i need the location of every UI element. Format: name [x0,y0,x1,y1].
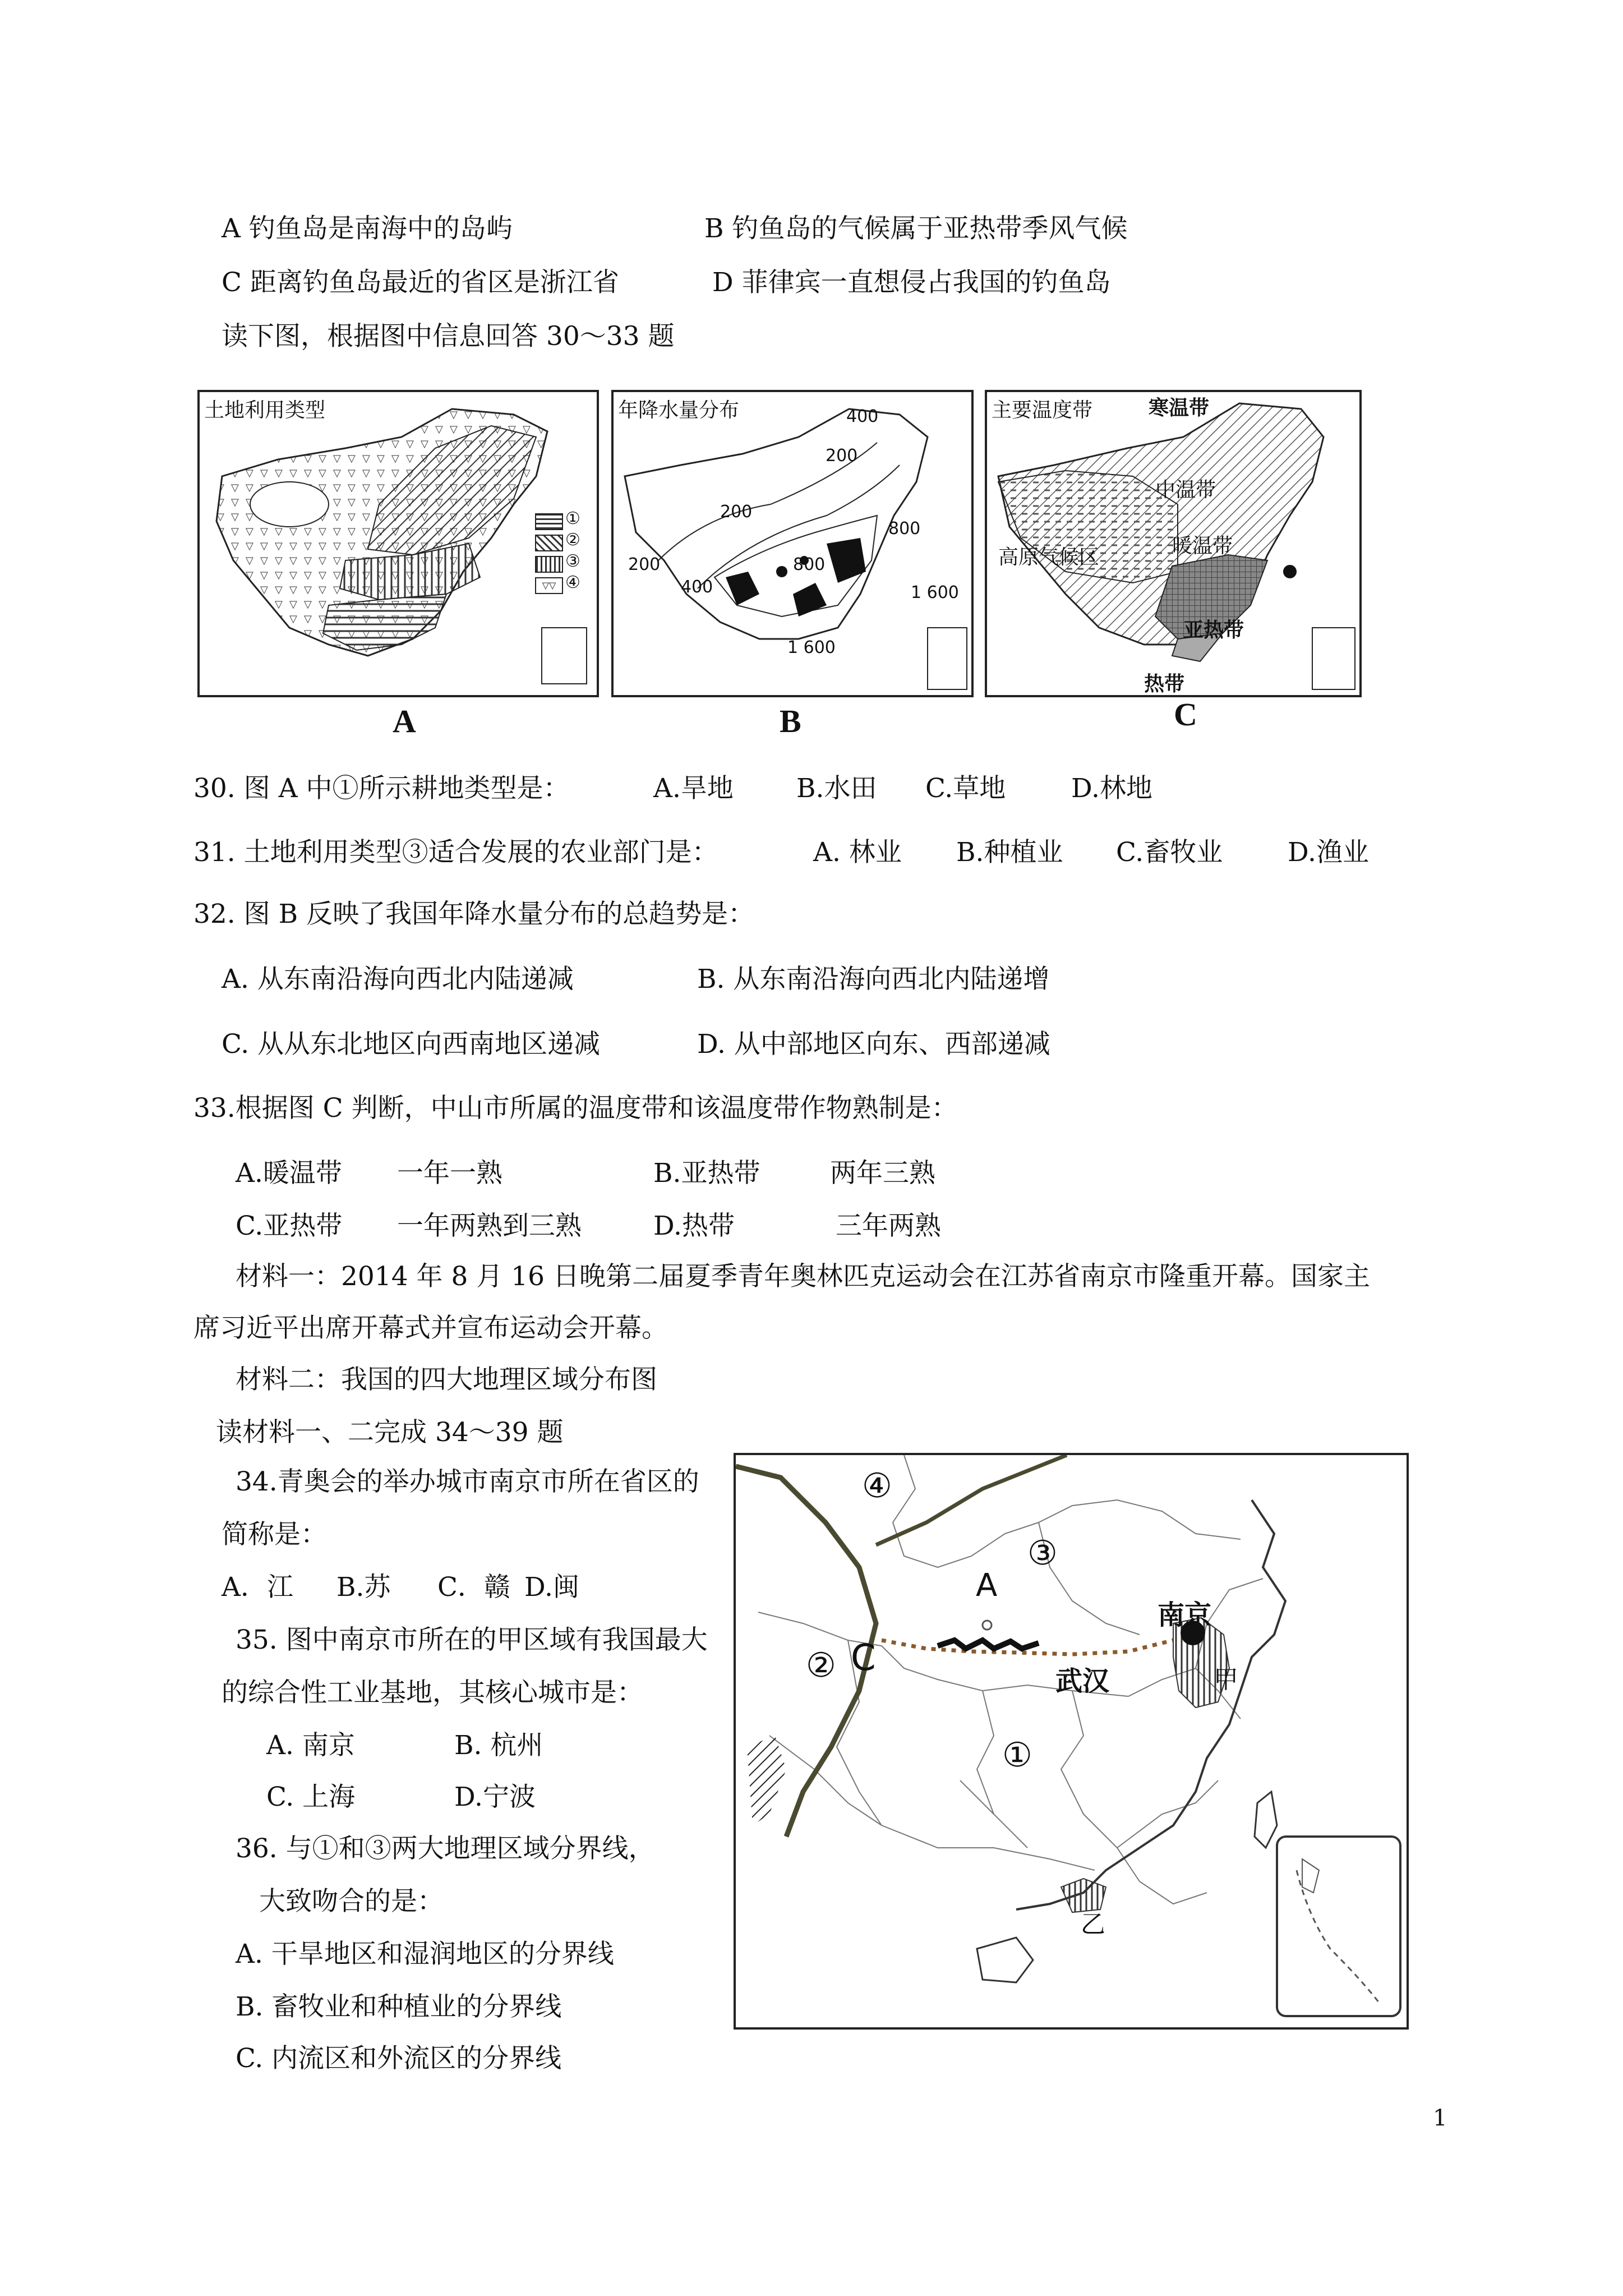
isoline-label-800-east: 800 [888,519,921,539]
q30-option-b: B.水田 [796,773,877,804]
intro-30-33: 读下图，根据图中信息回答 30～33 题 [222,321,675,352]
q31-option-d: D.渔业 [1288,837,1369,868]
q33-stem: 33.根据图 C 判断，中山市所属的温度带和该温度带作物熟制是： [193,1093,958,1124]
legend-label-3: ③ [565,551,580,571]
q35-stem-line-2: 的综合性工业基地，其核心城市是： [222,1677,643,1708]
q36-option-b: B. 畜牧业和种植业的分界线 [236,1991,562,2022]
figure-letter-c: C [1174,696,1197,733]
region-1-label: ① [1002,1736,1032,1775]
q34-stem-line-1: 34.青奥会的举办城市南京市所在省区的 [236,1466,699,1497]
q30-option-c: C.草地 [925,773,1006,804]
q33-option-a-crop: 一年一熟 [397,1158,502,1189]
q31-option-b: B.种植业 [956,837,1063,868]
q31-stem: 31. 土地利用类型③适合发展的农业部门是： [193,837,718,868]
q29-option-c: C 距离钓鱼岛最近的省区是浙江省 [222,267,619,298]
q32-option-b: B. 从东南沿海向西北内陆递增 [697,964,1050,995]
q36-option-a: A. 干旱地区和湿润地区的分界线 [236,1939,614,1970]
q29-option-b: B 钓鱼岛的气候属于亚热带季风气候 [704,213,1128,244]
q34-option-c: C．赣 [437,1572,510,1603]
land-use-map-panel [197,390,599,697]
map-label-c: C [851,1637,876,1679]
isoline-label-400-west: 400 [681,577,713,597]
material-one-line-1: 材料一：2014 年 8 月 16 日晚第二届夏季青年奥林匹克运动会在江苏省南京市隆重开幕。国家主 [236,1261,1371,1292]
q34-stem-line-2: 简称是： [222,1519,327,1550]
isoline-label-200-central: 200 [720,502,753,522]
q30-option-d: D.林地 [1071,773,1152,804]
zone-label-warm-temperate: 暖温带 [1172,535,1233,558]
q32-option-d: D. 从中部地区向东、西部递减 [697,1029,1050,1060]
q34-option-a: A．江 [222,1572,293,1603]
land-use-map-title: 土地利用类型 [204,399,326,422]
isoline-label-800-central: 800 [793,555,826,574]
q36-stem-line-2: 大致吻合的是： [259,1886,444,1917]
q36-stem-line-1: 36. 与①和③两大地理区域分界线， [236,1833,655,1864]
map-label-nanjing: 南京 [1158,1599,1212,1631]
q30-stem: 30. 图 A 中①所示耕地类型是： [193,773,570,804]
q30-option-a: A.旱地 [653,773,734,804]
q35-stem-line-1: 35. 图中南京市所在的甲区域有我国最大 [236,1625,708,1655]
temperature-zone-map-panel [985,390,1362,697]
region-4-label: ④ [862,1466,892,1506]
map-label-a: A [976,1567,998,1604]
q33-option-b-crop: 两年三熟 [830,1158,935,1189]
figure-letter-a: A [393,703,416,739]
q29-option-a: A 钓鱼岛是南海中的岛屿 [222,213,513,244]
q36-option-c: C. 内流区和外流区的分界线 [236,2043,562,2074]
q31-option-a: A. 林业 [813,837,902,868]
zone-label-subtropical: 亚热带 [1183,619,1244,642]
zone-label-tropical: 热带 [1144,673,1185,696]
region-3-label: ③ [1027,1534,1058,1573]
legend-label-2: ② [565,530,580,550]
zone-label-middle-temperate: 中温带 [1155,478,1216,501]
q33-option-d-zone: D.热带 [653,1211,735,1241]
material-one-line-2: 席习近平出席开幕式并宣布运动会开幕。 [193,1313,668,1343]
figure-letter-b: B [780,703,801,739]
q29-option-d: D 菲律宾一直想侵占我国的钓鱼岛 [712,267,1111,298]
page-number: 1 [1433,2105,1447,2131]
regions-map [734,1453,1409,2030]
q33-option-b-zone: B.亚热带 [653,1158,760,1189]
q32-stem: 32. 图 B 反映了我国年降水量分布的总趋势是： [193,899,755,930]
isoline-label-200-west: 200 [628,555,661,574]
q33-option-a-zone: A.暖温带 [236,1158,342,1189]
q33-option-c-zone: C.亚热带 [236,1211,343,1241]
q34-option-b: B.苏 [336,1572,391,1603]
region-2-label: ② [806,1646,836,1685]
legend-label-4: ④ [565,573,580,592]
land-use-legend: ① ② ③ ▽▽ ④ [535,510,591,595]
precipitation-map-panel [611,390,974,697]
intro-34-39: 读材料一、二完成 34～39 题 [216,1417,564,1448]
q31-option-c: C.畜牧业 [1116,837,1223,868]
material-two: 材料二：我国的四大地理区域分布图 [236,1364,657,1395]
q35-option-b: B. 杭州 [454,1730,543,1761]
isoline-label-1600-east: 1 600 [911,583,959,602]
isoline-label-1600-south: 1 600 [787,638,836,657]
legend-label-1: ① [565,509,580,528]
precipitation-map-title: 年降水量分布 [618,399,740,422]
map-label-jia: 甲 [1214,1665,1238,1694]
q33-option-d-crop: 三年两熟 [836,1211,941,1241]
q32-option-c: C. 从从东北地区向西南地区递减 [222,1029,601,1060]
q35-option-a: A. 南京 [266,1730,355,1761]
q32-option-a: A. 从东南沿海向西北内陆递减 [222,964,574,995]
temperature-zone-map-title: 主要温度带 [992,399,1093,422]
q33-option-c-crop: 一年两熟到三熟 [397,1211,582,1241]
isoline-label-200-north: 200 [826,446,858,466]
q35-option-d: D.宁波 [454,1782,536,1812]
zone-label-plateau: 高原气候区 [998,546,1100,569]
zone-label-cold-temperate: 寒温带 [1149,397,1210,420]
q34-option-d: D.闽 [524,1572,579,1603]
q35-option-c: C. 上海 [266,1782,356,1812]
isoline-label-400-ne: 400 [846,407,879,426]
regions-map-graphic [736,1455,1407,2027]
map-label-yi: 乙 [1081,1910,1105,1939]
map-label-wuhan: 武汉 [1055,1665,1110,1697]
